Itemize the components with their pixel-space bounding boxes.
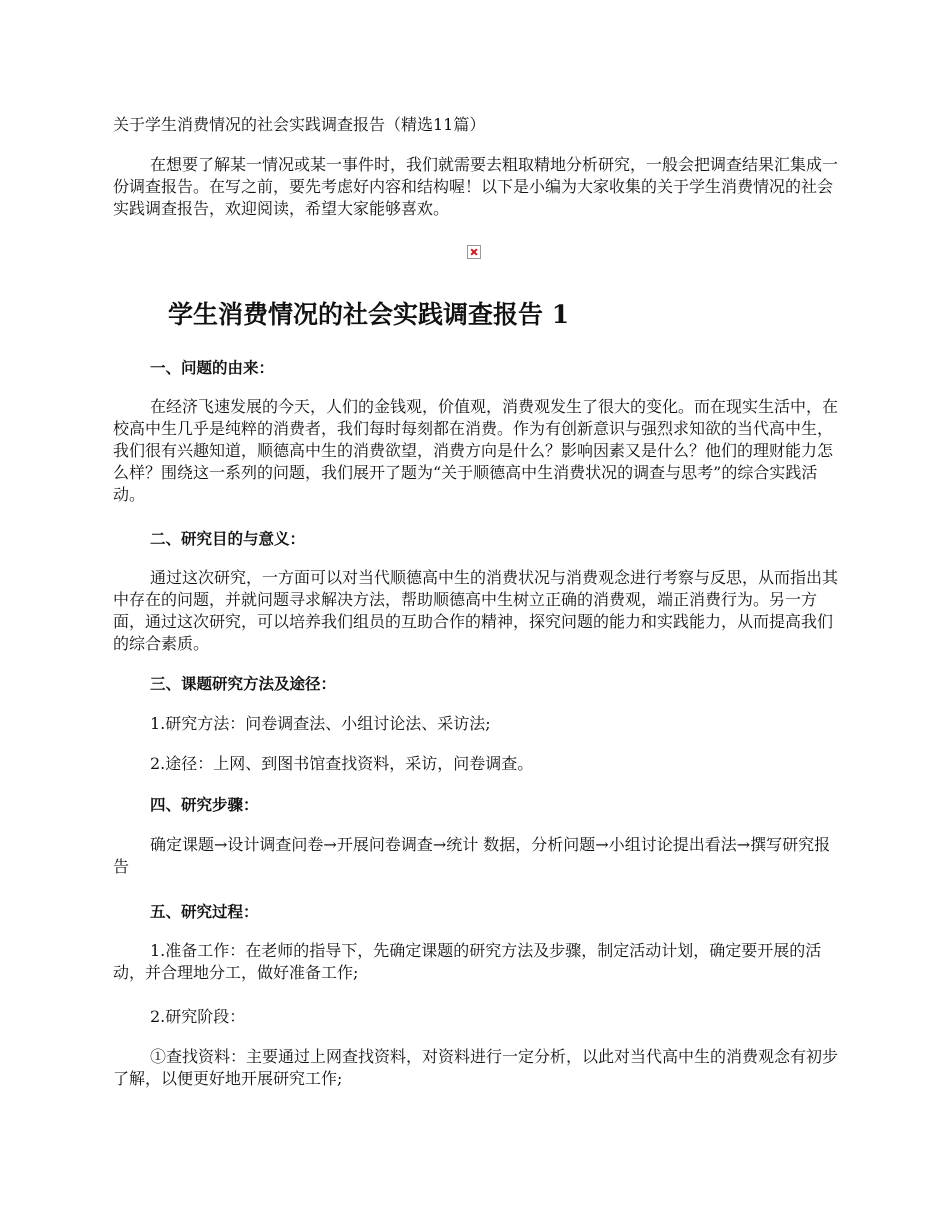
- section-5-item-2: 2.研究阶段：: [150, 1007, 246, 1026]
- section-5-item-1: 1.准备工作：在老师的指导下，先确定课题的研究方法及步骤，制定活动计划，确定要开展的活动，并合理地分工，做好准备工作;: [113, 941, 822, 982]
- section-3-item-1: 1.研究方法：问卷调查法、小组讨论法、采访法;: [150, 714, 491, 733]
- section-2-body: 通过这次研究，一方面可以对当代顺德高中生的消费状况与消费观念进行考察与反思，从而指出其中存在的问题，并就问题寻求解决方法，帮助顺德高中生树立正确的消费观，端正消费行为。另一方面，通过这次研究，可以培养我们组员的互助合作的精神，探究问题的能力和实践能力，从而提高我们的综合素质。: [113, 568, 839, 653]
- intro-paragraph: 在想要了解某一情况或某一事件时，我们就需要去粗取精地分析研究，一般会把调查结果汇集成一份调查报告。在写之前，要先考虑好内容和结构喔！以下是小编为大家收集的关于学生消费情况的社会实践调查报告，欢迎阅读，希望大家能够喜欢。: [113, 155, 839, 218]
- section-5-item-3: ①查找资料：主要通过上网查找资料，对资料进行一定分析，以此对当代高中生的消费观念有初步了解，以便更好地开展研究工作;: [113, 1047, 839, 1088]
- section-4-body: 确定课题→设计调查问卷→开展问卷调查→统计 数据，分析问题→小组讨论提出看法→撰写研究报告: [113, 835, 831, 876]
- section-1-heading: 一、问题的由来：: [150, 358, 275, 377]
- section-4-heading: 四、研究步骤：: [150, 795, 259, 814]
- broken-image-icon: [467, 245, 481, 259]
- main-heading: 学生消费情况的社会实践调查报告 1: [168, 300, 570, 329]
- section-2-heading: 二、研究目的与意义：: [150, 529, 306, 548]
- document-top-title: 关于学生消费情况的社会实践调查报告（精选11篇）: [113, 115, 486, 134]
- section-3-item-2: 2.途径：上网、到图书馆查找资料，采访，问卷调查。: [150, 754, 534, 773]
- section-5-heading: 五、研究过程：: [150, 902, 259, 921]
- section-1-body: 在经济飞速发展的今天，人们的金钱观，价值观，消费观发生了很大的变化。而在现实生活中，在校高中生几乎是纯粹的消费者，我们每时每刻都在消费。作为有创新意识与强烈求知欲的当代高中生，我们很有兴趣知道，顺德高中生的消费欲望，消费方向是什么？影响因素又是什么？他们的理财能力怎么样？围绕这一系列的问题，我们展开了题为“关于顺德高中生消费状况的调查与思考”的综合实践活动。: [113, 397, 839, 504]
- section-3-heading: 三、课题研究方法及途径：: [150, 674, 337, 693]
